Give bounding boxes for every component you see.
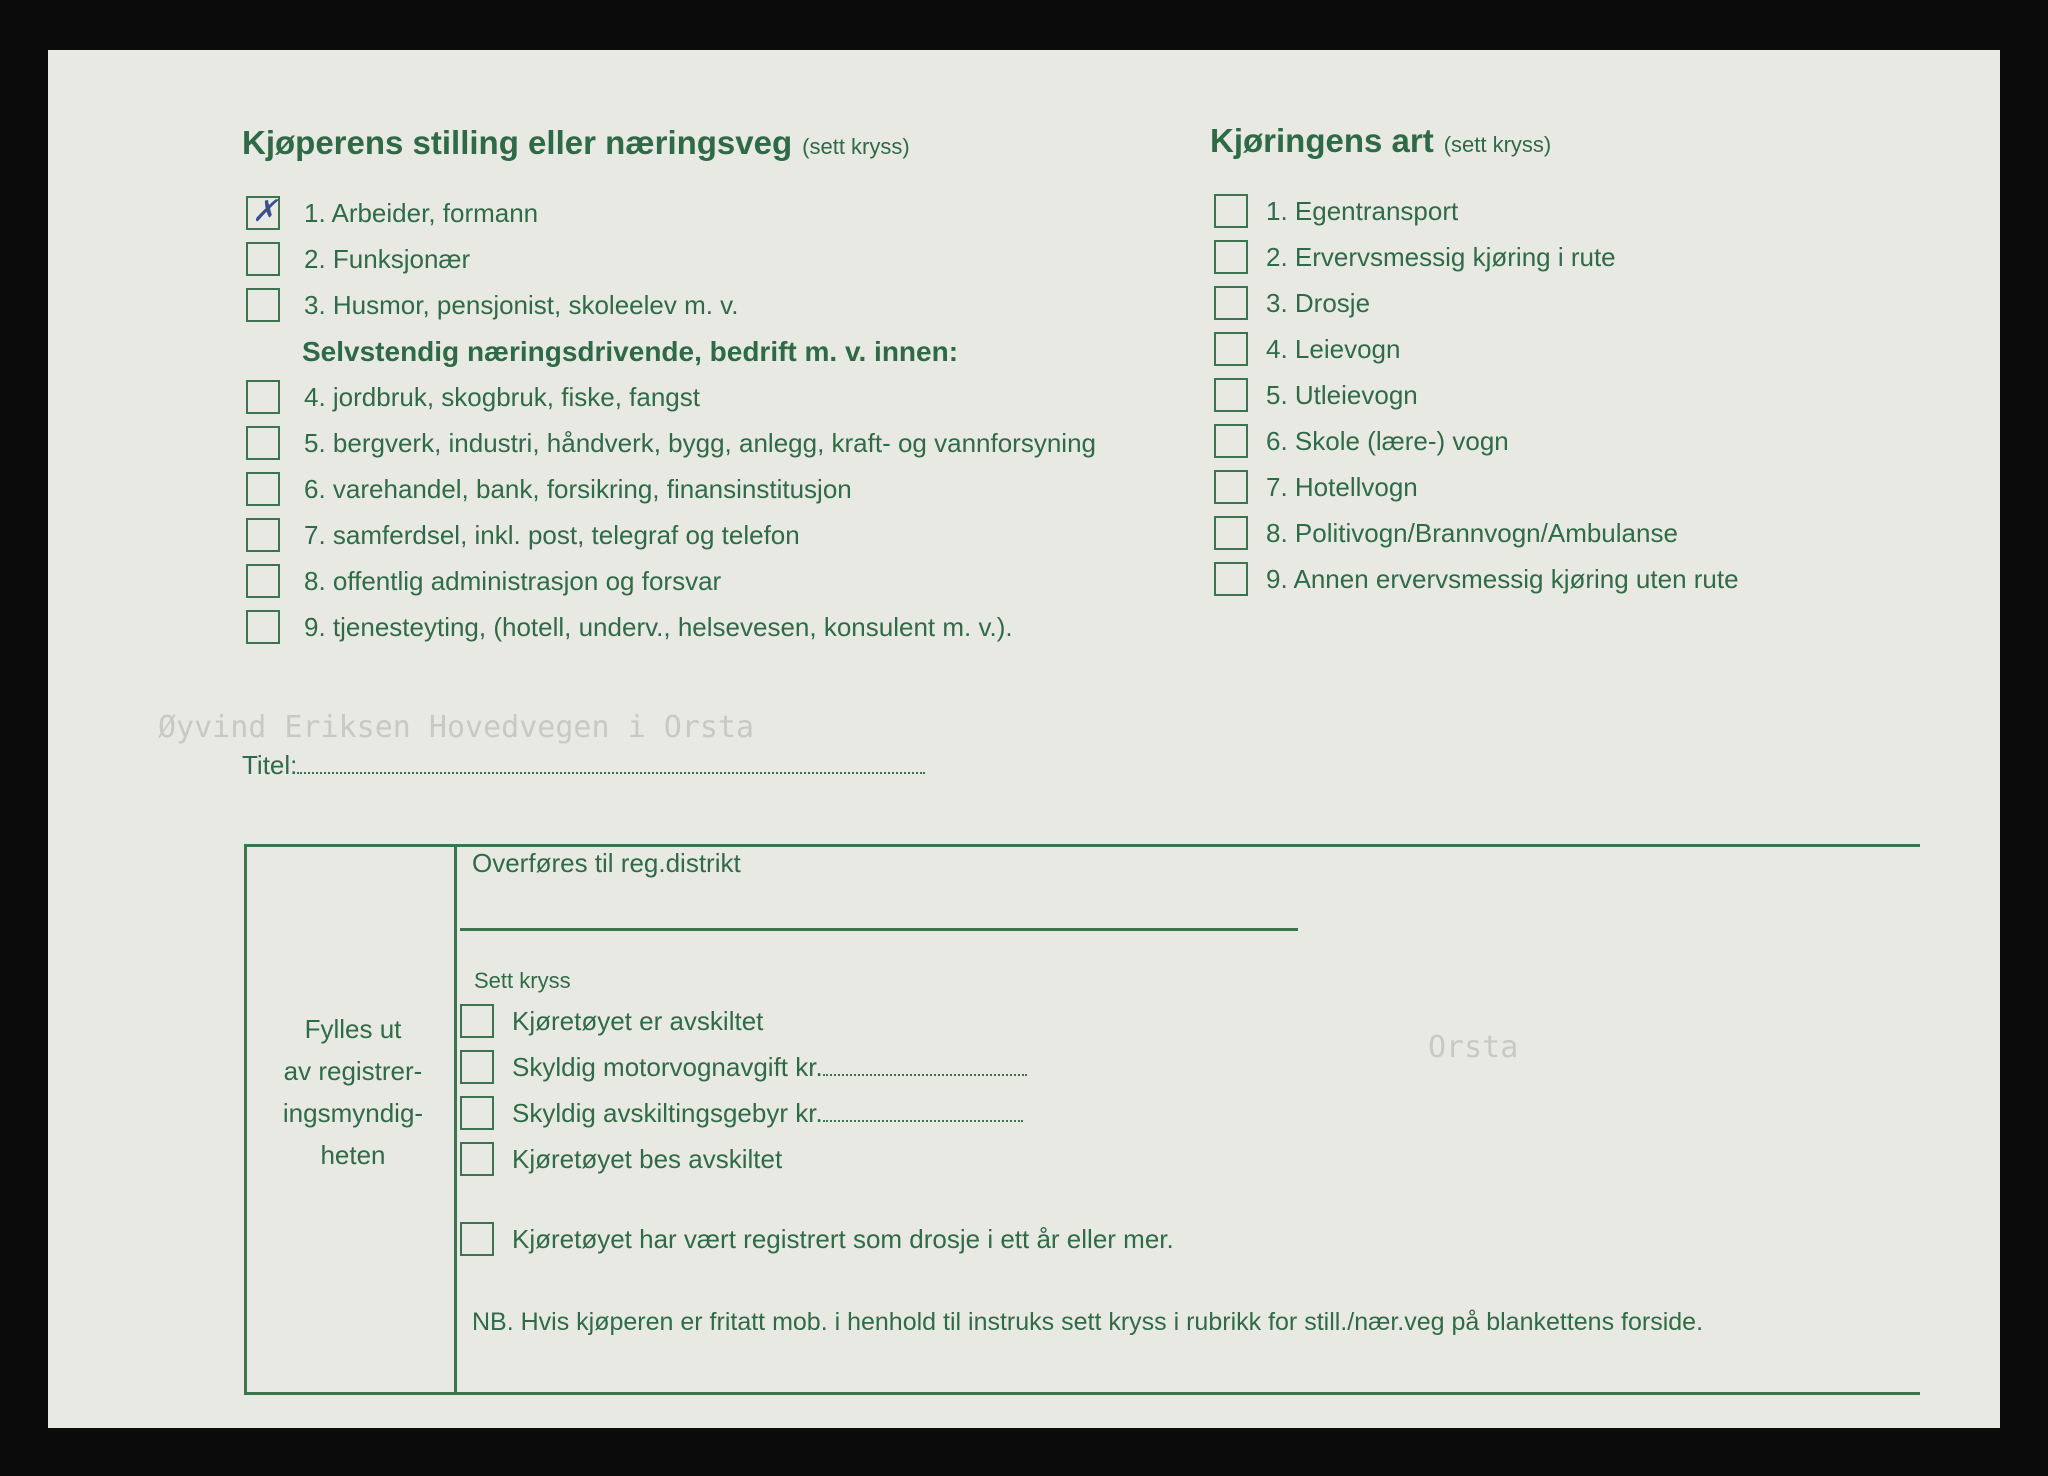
heading-text: Kjøperens stilling eller næringsveg [242,124,793,161]
form-paper [48,50,2000,1428]
option-label: 1. Arbeider, formann [304,198,539,228]
checkbox-driving-7[interactable] [1214,470,1248,504]
deregistration-fee-row [512,1098,1023,1129]
checkbox-driving-5[interactable] [1214,378,1248,412]
option-label: 5. bergverk, industri, håndverk, bygg, anlegg, kraft- og vannforsyning [304,428,1096,458]
option-label: 1. Egentransport [1266,196,1459,226]
option-label: 2. Ervervsmessig kjøring i rute [1266,242,1616,272]
heading-note: (sett kryss) [802,134,910,159]
checkbox-deregistration-fee[interactable] [460,1096,494,1130]
checkbox-vehicle-tax[interactable] [460,1050,494,1084]
side-label-line: av registrer- [283,1056,423,1086]
box-top-border [244,844,1920,847]
vehicle-tax-row [512,1052,1027,1083]
registration-authority-label [252,1008,454,1176]
checkbox-driving-4[interactable] [1214,332,1248,366]
checkbox-occupation-1[interactable] [246,196,280,230]
checkbox-occupation-8[interactable] [246,564,280,598]
option-label: 6. varehandel, bank, forsikring, finansinstitusjon [304,474,852,504]
show-through-text-2: Orsta [1428,1030,1519,1065]
option-label: 4. Leievogn [1266,334,1401,364]
nb-note: NB. Hvis kjøperen er fritatt mob. i henhold til instruks sett kryss i rubrikk for still./nær.veg på blankettens forside. [472,1308,1704,1336]
option-label: 8. Politivogn/Brannvogn/Ambulanse [1266,518,1678,548]
checkbox-occupation-2[interactable] [246,242,280,276]
driving-type-heading [1210,122,1551,160]
option-label: 9. Annen ervervsmessig kjøring uten rute [1266,564,1739,594]
checkbox-driving-1[interactable] [1214,194,1248,228]
checkbox-driving-2[interactable] [1214,240,1248,274]
deregistration-fee-amount-field[interactable] [823,1120,1023,1122]
checkbox-deregistered[interactable] [460,1004,494,1038]
box-bottom-border [244,1392,1920,1395]
option-label: Kjøretøyet har vært registrert som drosje i ett år eller mer. [512,1224,1174,1254]
side-label-line: ingsmyndig- [282,1098,424,1128]
self-employed-subheading: Selvstendig næringsdrivende, bedrift m. v. innen: [302,336,959,367]
cross-mark: ✗ [252,195,278,228]
sett-kryss-label: Sett kryss [474,968,571,993]
checkbox-occupation-6[interactable] [246,472,280,506]
checkbox-registered-taxi[interactable] [460,1222,494,1256]
option-label: Kjøretøyet er avskiltet [512,1006,764,1036]
option-label: 6. Skole (lære-) vogn [1266,426,1509,456]
checkbox-occupation-9[interactable] [246,610,280,644]
option-label: Skyldig motorvognavgift kr. [512,1052,823,1082]
checkbox-occupation-3[interactable] [246,288,280,322]
checkbox-occupation-5[interactable] [246,426,280,460]
checkbox-occupation-7[interactable] [246,518,280,552]
buyer-occupation-heading [242,124,910,162]
title-field[interactable] [242,750,925,781]
checkbox-occupation-4[interactable] [246,380,280,414]
box-divider [454,844,457,1395]
option-label: 8. offentlig administrasjon og forsvar [304,566,722,596]
title-field-line [297,772,925,774]
side-label-line: heten [320,1140,386,1170]
heading-note: (sett kryss) [1443,132,1552,157]
checkbox-request-deregistration[interactable] [460,1142,494,1176]
checkbox-driving-6[interactable] [1214,424,1248,458]
option-label: 2. Funksjonær [304,244,471,274]
option-label: 3. Drosje [1266,288,1371,318]
heading-text: Kjøringens art [1210,122,1434,159]
option-label: 9. tjenesteyting, (hotell, underv., helsevesen, konsulent m. v.). [304,612,1013,642]
checkbox-driving-8[interactable] [1214,516,1248,550]
option-label: Kjøretøyet bes avskiltet [512,1144,783,1174]
option-label: 7. Hotellvogn [1266,472,1418,502]
option-label: 5. Utleievogn [1266,380,1418,410]
option-label: 7. samferdsel, inkl. post, telegraf og telefon [304,520,800,550]
transfer-district-field[interactable] [460,928,1298,931]
checkbox-driving-9[interactable] [1214,562,1248,596]
option-label: Skyldig avskiltingsgebyr kr. [512,1098,823,1128]
checkbox-driving-3[interactable] [1214,286,1248,320]
option-label: 3. Husmor, pensjonist, skoleelev m. v. [304,290,739,320]
side-label-line: Fylles ut [304,1014,402,1044]
option-label: 4. jordbruk, skogbruk, fiske, fangst [304,382,700,412]
show-through-text: Øyvind Eriksen Hovedvegen i Orsta [158,710,755,745]
vehicle-tax-amount-field[interactable] [823,1074,1027,1076]
title-field-label: Titel: [242,750,298,780]
transfer-district-label: Overføres til reg.distrikt [472,848,741,878]
box-left-border [244,844,247,1395]
